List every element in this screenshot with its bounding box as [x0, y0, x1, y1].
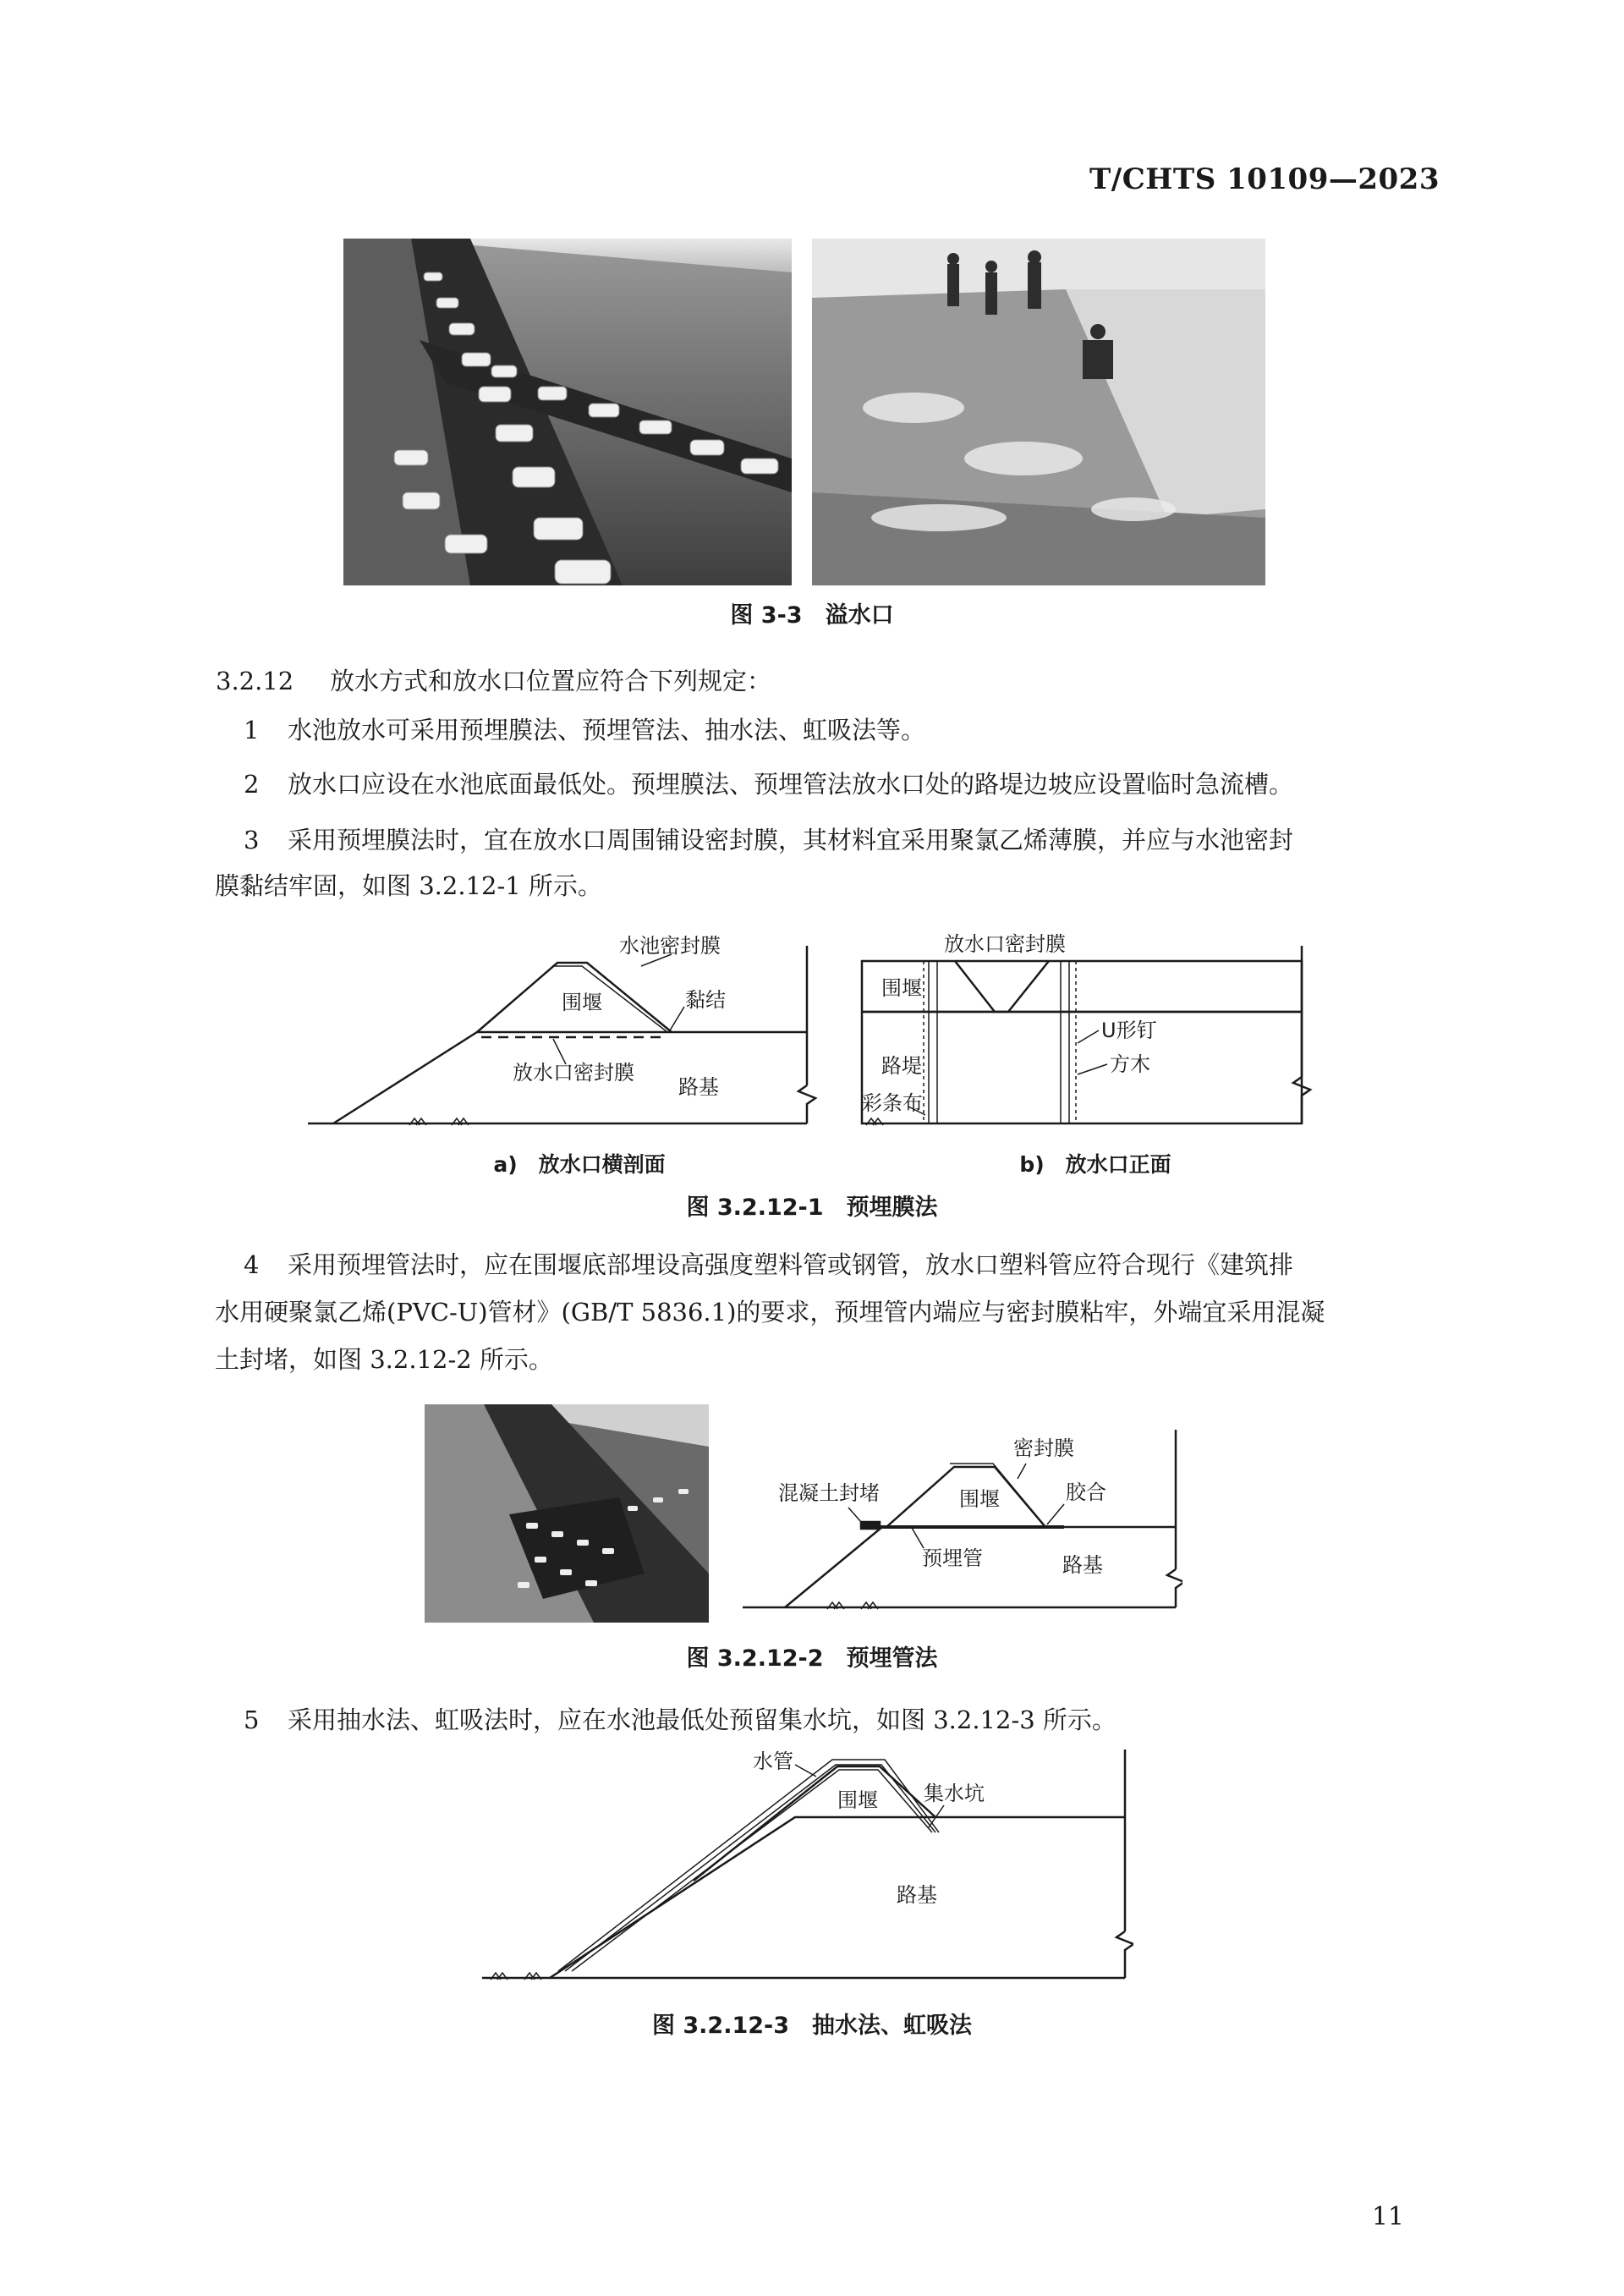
figure-3-caption: 图 3.2.12-3 抽水法、虹吸法	[651, 2013, 973, 2039]
figure-3-2-12-3	[474, 1749, 1133, 1995]
item-5	[169, 1697, 1455, 1743]
item-1	[169, 707, 1455, 753]
item-number: 2	[244, 770, 260, 799]
embankment-outline	[550, 1817, 1125, 1978]
item-3	[169, 817, 1455, 863]
label-tarp: 彩条布	[862, 1091, 923, 1115]
cofferdam-outline	[694, 1766, 935, 1881]
figure-1b-caption: b) 放水口正面	[1019, 1152, 1171, 1177]
label-sump: 集水坑	[924, 1782, 985, 1805]
item-number: 3	[244, 826, 260, 854]
figure-3-2-12-2	[743, 1430, 1182, 1633]
item-4-line3: 土封堵，如图 3.2.12-2 所示。	[215, 1345, 553, 1374]
timber-left	[929, 961, 937, 1123]
label-cofferdam: 围堰	[837, 1788, 878, 1812]
item-4	[169, 1242, 1455, 1288]
outlet-notch	[955, 961, 1049, 1012]
break-mark	[798, 1085, 815, 1123]
label-embankment: 路堤	[881, 1054, 922, 1078]
section-heading	[169, 658, 1455, 704]
standard-number: T/CHTS 10109—2023	[1089, 162, 1440, 196]
section-title: 放水方式和放水口位置应符合下列规定：	[330, 667, 772, 695]
label-outlet-membrane-b: 放水口密封膜	[944, 932, 1066, 956]
label-timber: 方木	[1110, 1052, 1150, 1076]
photo-overflow-sandbags	[343, 239, 792, 585]
section-number: 3.2.12	[216, 667, 294, 695]
item-text: 采用预埋膜法时，宜在放水口周围铺设密封膜，其材料宜采用聚氯乙烯薄膜，并应与水池密封	[288, 826, 1294, 854]
label-bond: 黏结	[685, 988, 726, 1012]
label-subgrade: 路基	[1062, 1553, 1103, 1577]
label-membrane: 密封膜	[1013, 1436, 1074, 1460]
label-subgrade: 路基	[897, 1883, 937, 1907]
label-embedded-pipe: 预埋管	[922, 1546, 983, 1570]
label-cofferdam-a: 围堰	[562, 991, 602, 1014]
photo-embedded-pipe	[425, 1404, 709, 1623]
label-concrete-plug: 混凝土封堵	[778, 1481, 880, 1505]
figure-2-caption: 图 3.2.12-2 预埋管法	[686, 1645, 938, 1672]
figure-1-caption: 图 3.2.12-1 预埋膜法	[686, 1195, 938, 1221]
figure-3-3-caption: 图 3-3 溢水口	[730, 602, 894, 629]
item-text: 采用抽水法、虹吸法时，应在水池最低处预留集水坑，如图 3.2.12-3 所示。	[288, 1706, 1116, 1734]
label-glue: 胶合	[1066, 1480, 1106, 1504]
label-cofferdam-b: 围堰	[881, 976, 922, 1000]
label-subgrade-a: 路基	[678, 1075, 719, 1099]
item-number: 5	[244, 1706, 260, 1734]
front-view-frame	[862, 961, 1302, 1123]
item-number: 1	[244, 716, 260, 744]
photo-overflow-outlet	[812, 239, 1265, 585]
item-3-line2: 膜黏结牢固，如图 3.2.12-1 所示。	[215, 871, 602, 900]
photo-pipe-outlet	[425, 1404, 709, 1623]
item-4-line2: 水用硬聚氯乙烯(PVC-U)管材》(GB/T 5836.1)的要求，预埋管内端应与密封膜粘牢，外端宜采用混凝	[215, 1298, 1325, 1327]
item-number: 4	[244, 1250, 260, 1279]
concrete-plug	[861, 1522, 880, 1529]
label-cofferdam: 围堰	[959, 1487, 1000, 1511]
figure-1a-caption: a) 放水口横剖面	[493, 1152, 666, 1177]
label-outlet-membrane-a: 放水口密封膜	[513, 1061, 634, 1085]
page-number: 11	[1371, 2202, 1404, 2232]
item-2	[169, 761, 1455, 807]
item-text: 放水口应设在水池底面最低处。预埋膜法、预埋管法放水口处的路堤边坡应设置临时急流槽。	[288, 770, 1294, 799]
photo-sandbag-embankment	[343, 239, 792, 585]
label-pool-membrane: 水池密封膜	[619, 934, 721, 958]
photo-inspection-team	[812, 239, 1265, 585]
timber-right	[1061, 961, 1069, 1123]
label-u-nail: U形钉	[1101, 1019, 1157, 1042]
item-text: 采用预埋管法时，应在围堰底部埋设高强度塑料管或钢管，放水口塑料管应符合现行《建筑排	[288, 1250, 1294, 1279]
item-text: 水池放水可采用预埋膜法、预埋管法、抽水法、虹吸法等。	[288, 716, 926, 744]
label-water-pipe: 水管	[753, 1749, 793, 1773]
